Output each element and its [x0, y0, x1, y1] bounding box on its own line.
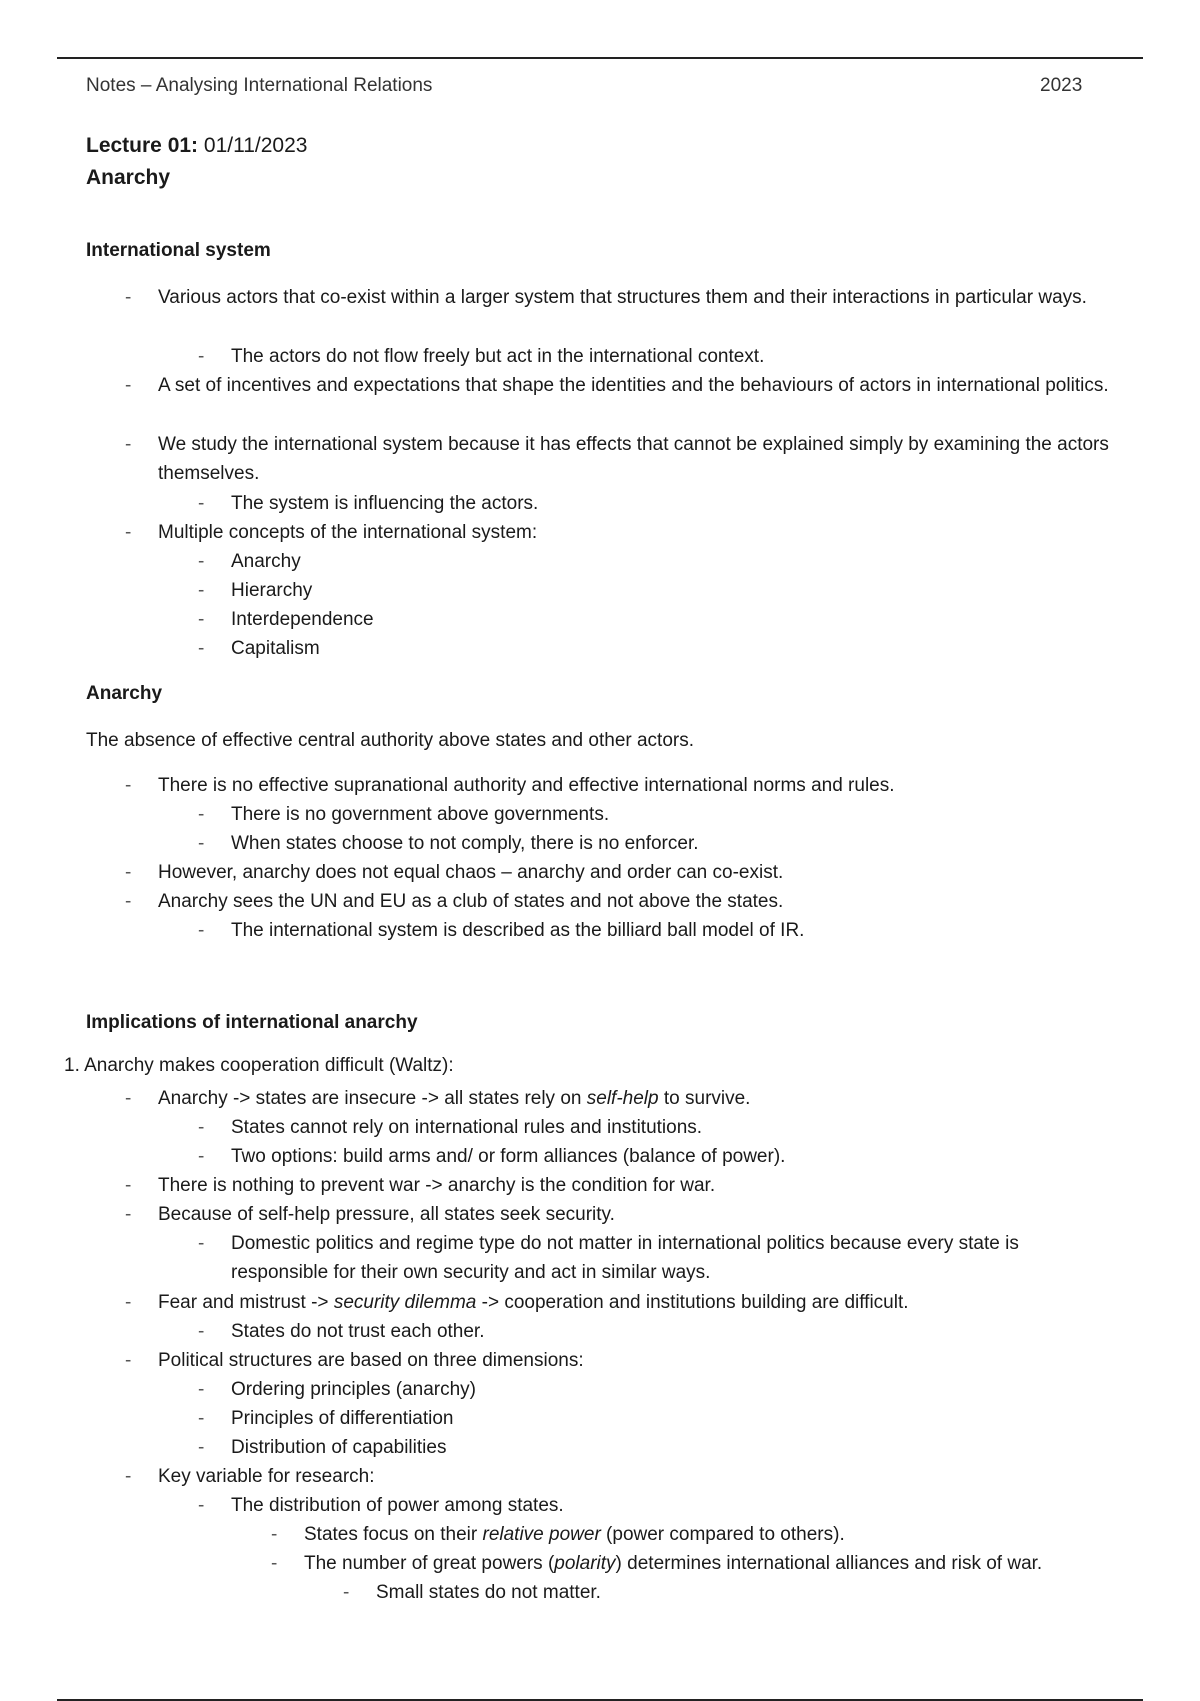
list-item: - Multiple concepts of the international system:	[158, 518, 1118, 547]
list-item: - The distribution of power among states.	[231, 1491, 1111, 1520]
section-heading-anarchy: Anarchy	[86, 683, 163, 704]
list-item: - Ordering principles (anarchy)	[231, 1375, 1111, 1404]
list-item: - Key variable for research:	[158, 1462, 1118, 1491]
lecture-heading	[86, 130, 307, 194]
list-item: - Domestic politics and regime type do not matter in international politics because every state is responsible for their own security and act in similar ways.	[231, 1229, 1111, 1287]
list-item: - States do not trust each other.	[231, 1317, 1111, 1346]
document-header-title: Notes – Analysing International Relations	[86, 75, 433, 96]
list-item: - Small states do not matter.	[376, 1578, 1136, 1607]
list-item: - Principles of differentiation	[231, 1404, 1111, 1433]
list-item: - The system is influencing the actors.	[231, 489, 1111, 518]
list-item: - The international system is described as the billiard ball model of IR.	[231, 916, 1111, 945]
list-item: - The number of great powers (polarity) determines international alliances and risk of war.	[304, 1549, 1124, 1578]
list-item: - However, anarchy does not equal chaos – anarchy and order can co-exist.	[158, 858, 1118, 887]
numbered-item: 1. Anarchy makes cooperation difficult (Waltz):	[64, 1055, 454, 1076]
list-item: - States focus on their relative power (power compared to others).	[304, 1520, 1124, 1549]
list-item: - Hierarchy	[231, 576, 1111, 605]
section-heading-implications: Implications of international anarchy	[86, 1012, 418, 1033]
list-item: - There is nothing to prevent war -> anarchy is the condition for war.	[158, 1171, 1118, 1200]
document-header-year: 2023	[1040, 75, 1083, 96]
list-item: - Because of self-help pressure, all states seek security.	[158, 1200, 1118, 1229]
list-item: - We study the international system because it has effects that cannot be explained simply by examining the actors themselves.	[158, 430, 1118, 488]
top-rule	[57, 57, 1143, 59]
definition-text: The absence of effective central authority above states and other actors.	[86, 730, 695, 751]
list-item: - Distribution of capabilities	[231, 1433, 1111, 1462]
list-item: - The actors do not flow freely but act in the international context.	[231, 342, 1111, 371]
list-item: - Anarchy	[231, 547, 1111, 576]
list-item: - There is no effective supranational authority and effective international norms and rules.	[158, 771, 1118, 800]
list-item: - There is no government above governments.	[231, 800, 1111, 829]
list-item: - Fear and mistrust -> security dilemma -> cooperation and institutions building are difficult.	[158, 1288, 1118, 1317]
list-item: - Various actors that co-exist within a larger system that structures them and their interactions in particular ways.	[158, 283, 1118, 312]
list-item: - A set of incentives and expectations that shape the identities and the behaviours of actors in international politics.	[158, 371, 1118, 400]
lecture-date: 01/11/2023	[203, 134, 308, 157]
list-item: - Anarchy sees the UN and EU as a club of states and not above the states.	[158, 887, 1118, 916]
list-item: - Capitalism	[231, 634, 1111, 663]
list-item: - Two options: build arms and/ or form alliances (balance of power).	[231, 1142, 1111, 1171]
lecture-topic: Anarchy	[86, 166, 171, 189]
lecture-label: Lecture 01:	[86, 134, 199, 157]
list-item: - Political structures are based on three dimensions:	[158, 1346, 1118, 1375]
list-item: - States cannot rely on international rules and institutions.	[231, 1113, 1111, 1142]
section-heading-international-system: International system	[86, 240, 271, 261]
list-item: - Interdependence	[231, 605, 1111, 634]
list-item: - Anarchy -> states are insecure -> all states rely on self-help to survive.	[158, 1084, 1118, 1113]
list-item: - When states choose to not comply, there is no enforcer.	[231, 829, 1111, 858]
